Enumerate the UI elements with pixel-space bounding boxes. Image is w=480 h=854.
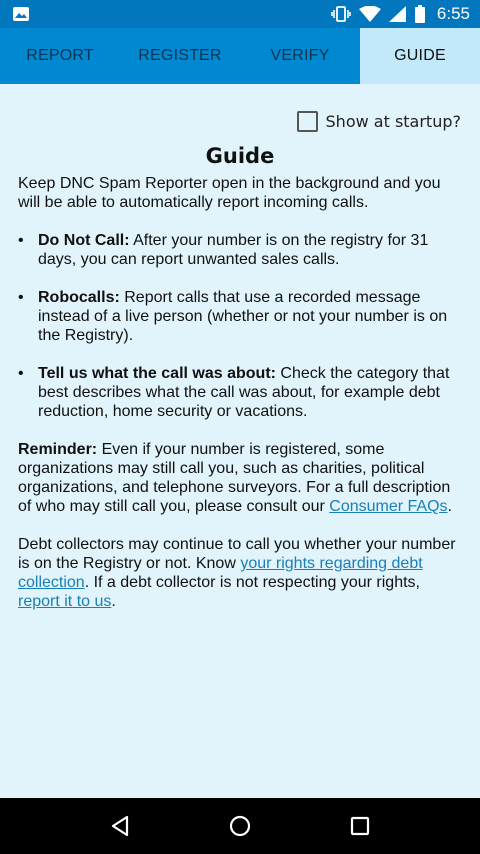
home-button[interactable]	[220, 806, 260, 846]
signal-icon	[389, 6, 407, 22]
bullet-icon: •	[18, 365, 24, 382]
status-bar	[0, 0, 480, 28]
consumer-faqs-link[interactable]: Consumer FAQs	[329, 498, 448, 515]
tab-verify[interactable]: VERIFY	[270, 47, 330, 64]
debt-rights-link[interactable]: your rights regarding debt collection	[18, 555, 423, 591]
tab-register[interactable]: REGISTER	[138, 47, 222, 64]
list-item	[18, 364, 462, 421]
vibrate-icon	[331, 6, 351, 22]
guide-content	[0, 84, 480, 798]
wifi-icon	[359, 6, 381, 22]
tab-bar	[0, 28, 480, 84]
page-title: Guide	[205, 144, 275, 168]
navigation-bar	[0, 798, 480, 854]
image-icon	[12, 6, 30, 22]
debt-collectors-text	[18, 535, 462, 611]
reminder-body: Even if your number is registered, some organizations may still call you, such as charities, political organizations, and telephone surveyors. For a full description of who may still call you, please consult our	[18, 441, 451, 515]
back-button[interactable]	[100, 806, 140, 846]
reminder-text	[18, 440, 462, 516]
bullet-heading: Robocalls:	[38, 289, 120, 306]
show-at-startup-checkbox[interactable]	[297, 111, 318, 132]
report-it-link[interactable]: report it to us	[18, 593, 112, 610]
list-item	[18, 231, 462, 269]
bullet-text: Report calls that use a recorded message instead of a live person (whether or not your number is on the Registry).	[38, 289, 448, 344]
home-icon	[228, 814, 252, 838]
guide-body	[18, 174, 462, 630]
tab-report[interactable]: REPORT	[26, 47, 94, 64]
reminder-end: .	[447, 498, 452, 515]
debt-text-1: Debt collectors may continue to call you whether your number is on the Registry or not. Know	[18, 536, 456, 572]
back-icon	[108, 814, 132, 838]
bullet-text: After your number is on the registry for 31 days, you can report unwanted sales calls.	[38, 232, 429, 268]
show-at-startup-row[interactable]	[297, 111, 461, 132]
intro-text: Keep DNC Spam Reporter open in the background and you will be able to automatically report incoming calls.	[18, 175, 441, 211]
reminder-heading: Reminder:	[18, 441, 98, 458]
bullet-text: Check the category that best describes what the call was about, for example debt reduction, home security or vacations.	[38, 365, 450, 420]
status-time: 6:55	[436, 4, 470, 23]
debt-text-2: . If a debt collector is not respecting your rights,	[84, 574, 420, 591]
list-item	[18, 288, 462, 345]
battery-icon	[415, 5, 425, 23]
show-at-startup-label: Show at startup?	[325, 112, 461, 131]
bullet-heading: Do Not Call:	[38, 232, 130, 249]
bullet-heading: Tell us what the call was about:	[38, 365, 276, 382]
recents-icon	[348, 814, 372, 838]
tab-guide[interactable]: GUIDE	[360, 28, 480, 84]
bullet-icon: •	[18, 232, 24, 249]
bullet-icon: •	[18, 289, 24, 306]
recents-button[interactable]	[340, 806, 380, 846]
debt-end: .	[111, 593, 116, 610]
